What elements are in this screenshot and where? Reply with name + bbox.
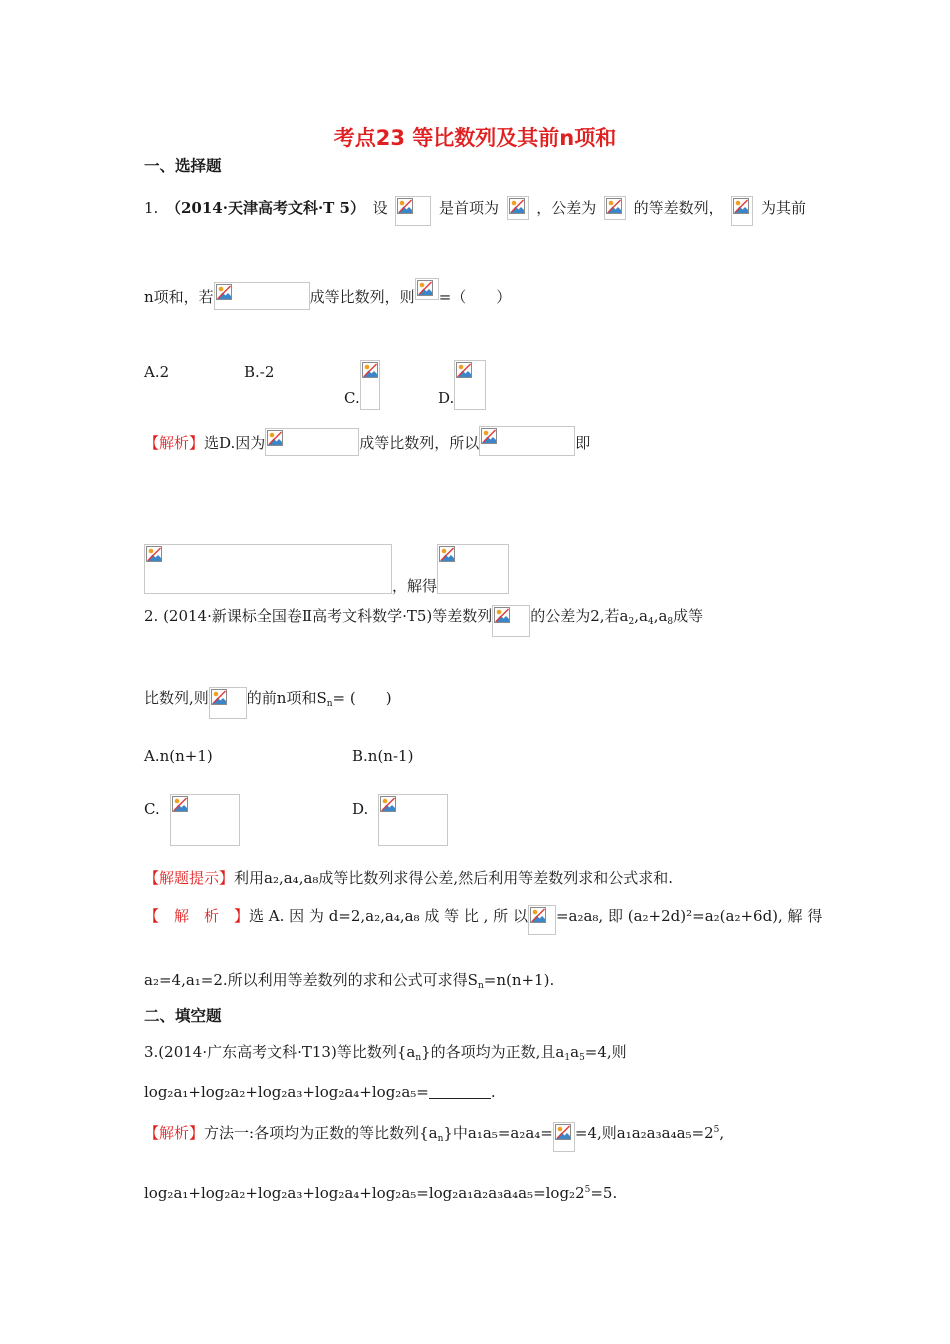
page-title: 考点23 等比数列及其前n项和 bbox=[333, 126, 617, 150]
formula-image bbox=[144, 544, 392, 594]
q2-option-d: D. bbox=[352, 794, 448, 846]
broken-image-icon bbox=[555, 1124, 571, 1140]
formula-image bbox=[604, 196, 626, 220]
q1-option-d: D. bbox=[438, 360, 486, 410]
broken-image-icon bbox=[494, 607, 510, 623]
broken-image-icon bbox=[733, 198, 749, 214]
broken-image-icon bbox=[216, 284, 232, 300]
solution-label: 【解析】 bbox=[144, 1124, 205, 1142]
q2-solution-line-1: 【 解 析 】选 A. 因 为 d=2,a₂,a₄,a₈ 成 等 比 , 所 以 =a₂a₈, 即 (a₂+2d)²=a₂(a₂+6d), 解 得 bbox=[144, 904, 822, 928]
broken-image-icon bbox=[397, 198, 413, 214]
solution-label: 【 解 析 】 bbox=[144, 907, 250, 925]
formula-image bbox=[553, 1122, 575, 1152]
formula-image bbox=[528, 905, 556, 935]
formula-image bbox=[492, 605, 530, 637]
q3-line-2: log₂a₁+log₂a₂+log₂a₃+log₂a₄+log₂a₅= . bbox=[144, 1083, 496, 1101]
broken-image-icon bbox=[606, 198, 622, 214]
formula-image bbox=[265, 428, 359, 456]
broken-image-icon bbox=[439, 546, 455, 562]
formula-image bbox=[209, 687, 247, 719]
broken-image-icon bbox=[530, 907, 546, 923]
q2-line-2: 比数列,则 的前n项和$S_n=$ ( ) bbox=[144, 686, 392, 710]
q2-option-a: A.n(n+1) bbox=[144, 747, 213, 765]
q2-option-b: B.n(n-1) bbox=[352, 747, 414, 765]
broken-image-icon bbox=[172, 796, 188, 812]
broken-image-icon bbox=[481, 428, 497, 444]
formula-image bbox=[415, 278, 439, 300]
broken-image-icon bbox=[146, 546, 162, 562]
formula-image bbox=[395, 196, 431, 226]
formula-image bbox=[214, 282, 310, 310]
q1-solution-line-1: 【解析】选D.因为 成等比数列，所以 即 bbox=[144, 426, 590, 450]
broken-image-icon bbox=[456, 362, 472, 378]
q3-solution-line-2: $\log_2a_1+\log_2a_2+\log_2a_3+\log_2a_4+\log_2a_5=\log_2a_1a_2a_3a_4a_5=\log_22^5=5$. bbox=[144, 1184, 618, 1202]
q1-solution-line-2: ，解得 bbox=[144, 544, 509, 568]
broken-image-icon bbox=[417, 280, 433, 296]
q2-option-c: C. bbox=[144, 794, 240, 846]
formula-image bbox=[454, 360, 486, 410]
broken-image-icon bbox=[509, 198, 525, 214]
formula-image bbox=[360, 360, 380, 410]
q1-option-a: A.2 bbox=[144, 363, 170, 381]
q1-line-1: 1. （2014·天津高考文科·T 5） 设 是首项为 ，公差为 的等差数列， 为其前 bbox=[144, 196, 806, 220]
q1-option-b: B.-2 bbox=[244, 363, 275, 381]
answer-blank bbox=[429, 1082, 491, 1099]
q3-solution-line-1: 【解析】方法一:各项均为正数的等比数列$\{a_n\}$中a₁a₅=a₂a₄= =4,则$a_1a_2a_3a_4a_5=2^5$, bbox=[144, 1118, 724, 1142]
q1-line-2: n项和，若 成等比数列，则 =（ ） bbox=[144, 278, 511, 302]
q3-line-1: 3.(2014·广东高考文科·T13)等比数列$\{a_n\}$的各项均为正数,且$a_1a_5=4$,则 bbox=[144, 1043, 627, 1063]
formula-image bbox=[170, 794, 240, 846]
q2-line-1: 2. (2014·新课标全国卷Ⅱ高考文科数学·T5)等差数列 的公差为2,若$a_2,a_4,a_8$成等 bbox=[144, 604, 703, 628]
q1-option-c: C. bbox=[344, 360, 380, 410]
q1-number: 1. bbox=[144, 199, 159, 217]
q2-solution-line-2: a₂=4,a₁=2.所以利用等差数列的求和公式可求得$S_n=n(n+1)$. bbox=[144, 971, 555, 991]
broken-image-icon bbox=[380, 796, 396, 812]
broken-image-icon bbox=[267, 430, 283, 446]
hint-label: 【解题提示】 bbox=[144, 869, 235, 887]
broken-image-icon bbox=[362, 362, 378, 378]
q2-hint-line: 【解题提示】利用a₂,a₄,a₈成等比数列求得公差,然后利用等差数列求和公式求和. bbox=[144, 869, 673, 887]
section-heading-fill: 二、填空题 bbox=[144, 1007, 222, 1025]
q1-source: （2014·天津高考文科·T 5） bbox=[165, 199, 365, 217]
formula-image bbox=[479, 426, 575, 456]
formula-image bbox=[507, 196, 529, 220]
formula-image bbox=[731, 196, 753, 226]
formula-image bbox=[378, 794, 448, 846]
broken-image-icon bbox=[211, 689, 227, 705]
formula-image bbox=[437, 544, 509, 594]
section-heading-choice: 一、选择题 bbox=[144, 157, 222, 175]
solution-label: 【解析】 bbox=[144, 434, 205, 452]
